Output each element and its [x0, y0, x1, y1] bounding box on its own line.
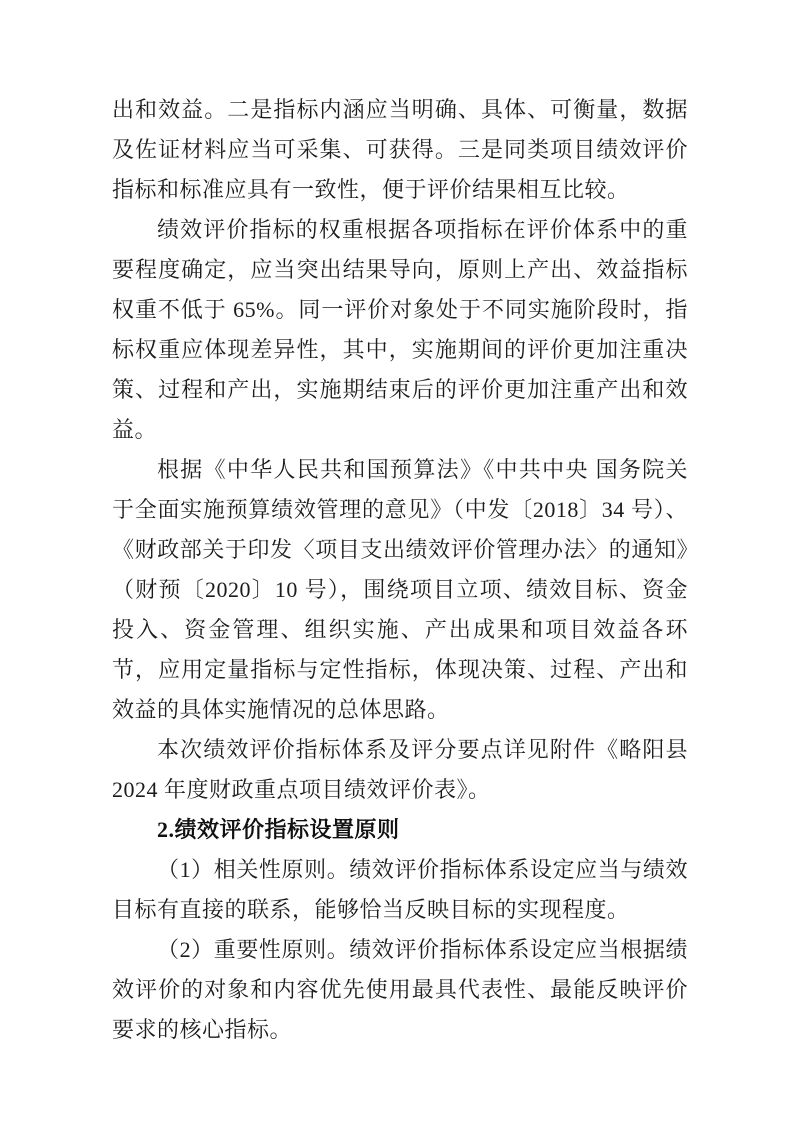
- paragraph-legal-basis: 根据《中华人民共和国预算法》《中共中央 国务院关于全面实施预算绩效管理的意见》（中发〔2018〕34 号）、《财政部关于印发〈项目支出绩效评价管理办法〉的通知》（财预〔2020〕10 号），围绕项目立项、绩效目标、资金投入、资金管理、组织实施、产出成果和项目效益各环节，应用定量指标与定性指标，体现决策、过程、产出和效益的具体实施情况的总体思路。: [112, 457, 688, 722]
- paragraph-indicator-weights: 绩效评价指标的权重根据各项指标在评价体系中的重要程度确定，应当突出结果导向，原则上产出、效益指标权重不低于 65%。同一评价对象处于不同实施阶段时，指标权重应体现差异性，其中，实施期间的评价更加注重决策、过程和产出，实施期结束后的评价更加注重产出和效益。: [112, 217, 688, 442]
- paragraph-attachment-reference: 本次绩效评价指标体系及评分要点详见附件《略阳县 2024 年度财政重点项目绩效评价表》。: [112, 737, 688, 802]
- paragraph-relevance-principle: （1）相关性原则。绩效评价指标体系设定应当与绩效目标有直接的联系，能够恰当反映目标的实现程度。: [112, 857, 688, 922]
- section-heading-indicator-principles: 2.绩效评价指标设置原则: [157, 817, 400, 842]
- paragraph-importance-principle: （2）重要性原则。绩效评价指标体系设定应当根据绩效评价的对象和内容优先使用最具代表性、最能反映评价要求的核心指标。: [112, 937, 688, 1042]
- paragraph-continuation: 出和效益。二是指标内涵应当明确、具体、可衡量，数据及佐证材料应当可采集、可获得。三是同类项目绩效评价指标和标准应具有一致性，便于评价结果相互比较。: [112, 97, 688, 202]
- document-content: [112, 90, 688, 1050]
